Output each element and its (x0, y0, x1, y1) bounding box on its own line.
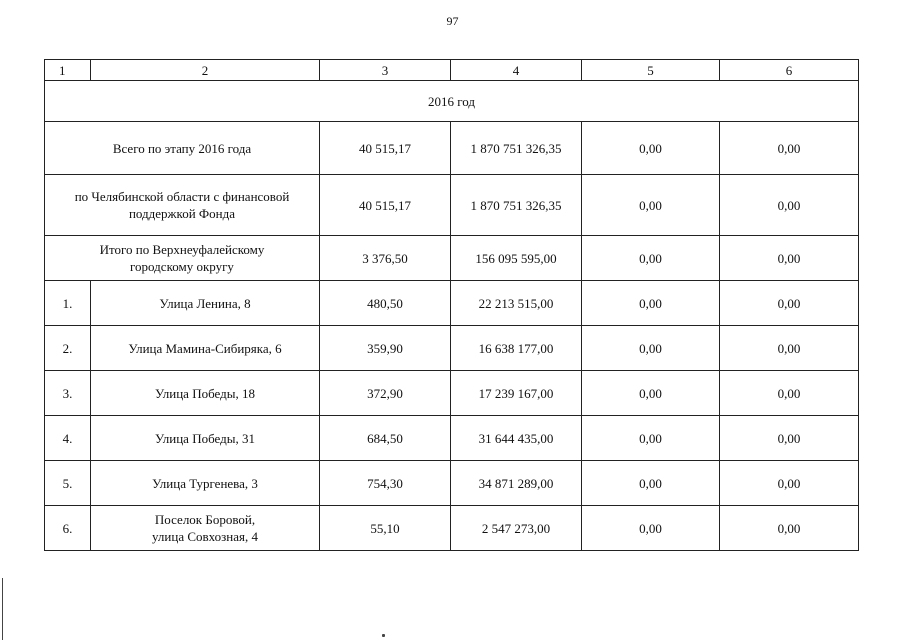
district-total-row (45, 236, 859, 281)
column-header-3: 3 (320, 60, 451, 81)
year-label: 2016 год (45, 81, 859, 122)
stage-total-row (45, 122, 859, 175)
housing-program-table (44, 59, 859, 551)
fund-support-col5: 0,00 (582, 175, 720, 236)
row-address-line1: Поселок Боровой, (154, 512, 256, 527)
fund-support-label-line2: поддержкой Фонда (128, 206, 236, 221)
row-address: Улица Победы, 31 (91, 416, 320, 461)
column-header-1: 1 (45, 60, 91, 81)
table-row (45, 461, 859, 506)
row-number: 5. (45, 461, 91, 506)
stage-total-cost: 1 870 751 326,35 (451, 122, 582, 175)
row-area: 372,90 (320, 371, 451, 416)
row-col6: 0,00 (720, 506, 859, 551)
district-total-col6: 0,00 (720, 236, 859, 281)
column-header-2: 2 (91, 60, 320, 81)
district-total-label (45, 236, 320, 281)
row-address-line2: улица Совхозная, 4 (151, 529, 258, 544)
table-row (45, 326, 859, 371)
row-area: 55,10 (320, 506, 451, 551)
scan-margin-mark (2, 578, 3, 640)
row-area: 684,50 (320, 416, 451, 461)
row-address (91, 506, 320, 551)
scan-speck (382, 634, 385, 637)
row-area: 754,30 (320, 461, 451, 506)
row-address: Улица Ленина, 8 (91, 281, 320, 326)
fund-support-area: 40 515,17 (320, 175, 451, 236)
row-col5: 0,00 (582, 371, 720, 416)
district-total-label-line1: Итого по Верхнеуфалейскому (99, 242, 265, 257)
row-area: 359,90 (320, 326, 451, 371)
row-col6: 0,00 (720, 371, 859, 416)
table-row (45, 506, 859, 551)
column-header-4: 4 (451, 60, 582, 81)
district-total-label-line2: городскому округу (130, 259, 234, 274)
row-col6: 0,00 (720, 326, 859, 371)
row-cost: 16 638 177,00 (451, 326, 582, 371)
row-col5: 0,00 (582, 281, 720, 326)
district-total-area: 3 376,50 (320, 236, 451, 281)
fund-support-row (45, 175, 859, 236)
row-col6: 0,00 (720, 416, 859, 461)
row-cost: 2 547 273,00 (451, 506, 582, 551)
row-address: Улица Тургенева, 3 (91, 461, 320, 506)
row-address: Улица Мамина-Сибиряка, 6 (91, 326, 320, 371)
row-address: Улица Победы, 18 (91, 371, 320, 416)
row-number: 6. (45, 506, 91, 551)
table-row (45, 281, 859, 326)
stage-total-label: Всего по этапу 2016 года (45, 122, 320, 175)
district-total-cost: 156 095 595,00 (451, 236, 582, 281)
table-row (45, 416, 859, 461)
row-col5: 0,00 (582, 326, 720, 371)
row-col6: 0,00 (720, 281, 859, 326)
row-col6: 0,00 (720, 461, 859, 506)
fund-support-label (45, 175, 320, 236)
fund-support-col6: 0,00 (720, 175, 859, 236)
column-number-header-row (45, 60, 859, 81)
row-cost: 34 871 289,00 (451, 461, 582, 506)
year-row (45, 81, 859, 122)
row-cost: 22 213 515,00 (451, 281, 582, 326)
district-total-col5: 0,00 (582, 236, 720, 281)
fund-support-cost: 1 870 751 326,35 (451, 175, 582, 236)
row-number: 4. (45, 416, 91, 461)
row-col5: 0,00 (582, 416, 720, 461)
table-row (45, 371, 859, 416)
row-number: 2. (45, 326, 91, 371)
stage-total-col5: 0,00 (582, 122, 720, 175)
row-area: 480,50 (320, 281, 451, 326)
stage-total-area: 40 515,17 (320, 122, 451, 175)
row-cost: 17 239 167,00 (451, 371, 582, 416)
page-number: 97 (446, 14, 459, 28)
column-header-5: 5 (582, 60, 720, 81)
row-col5: 0,00 (582, 461, 720, 506)
stage-total-col6: 0,00 (720, 122, 859, 175)
row-number: 1. (45, 281, 91, 326)
column-header-6: 6 (720, 60, 859, 81)
row-col5: 0,00 (582, 506, 720, 551)
row-number: 3. (45, 371, 91, 416)
row-cost: 31 644 435,00 (451, 416, 582, 461)
fund-support-label-line1: по Челябинской области с финансовой (74, 189, 290, 204)
